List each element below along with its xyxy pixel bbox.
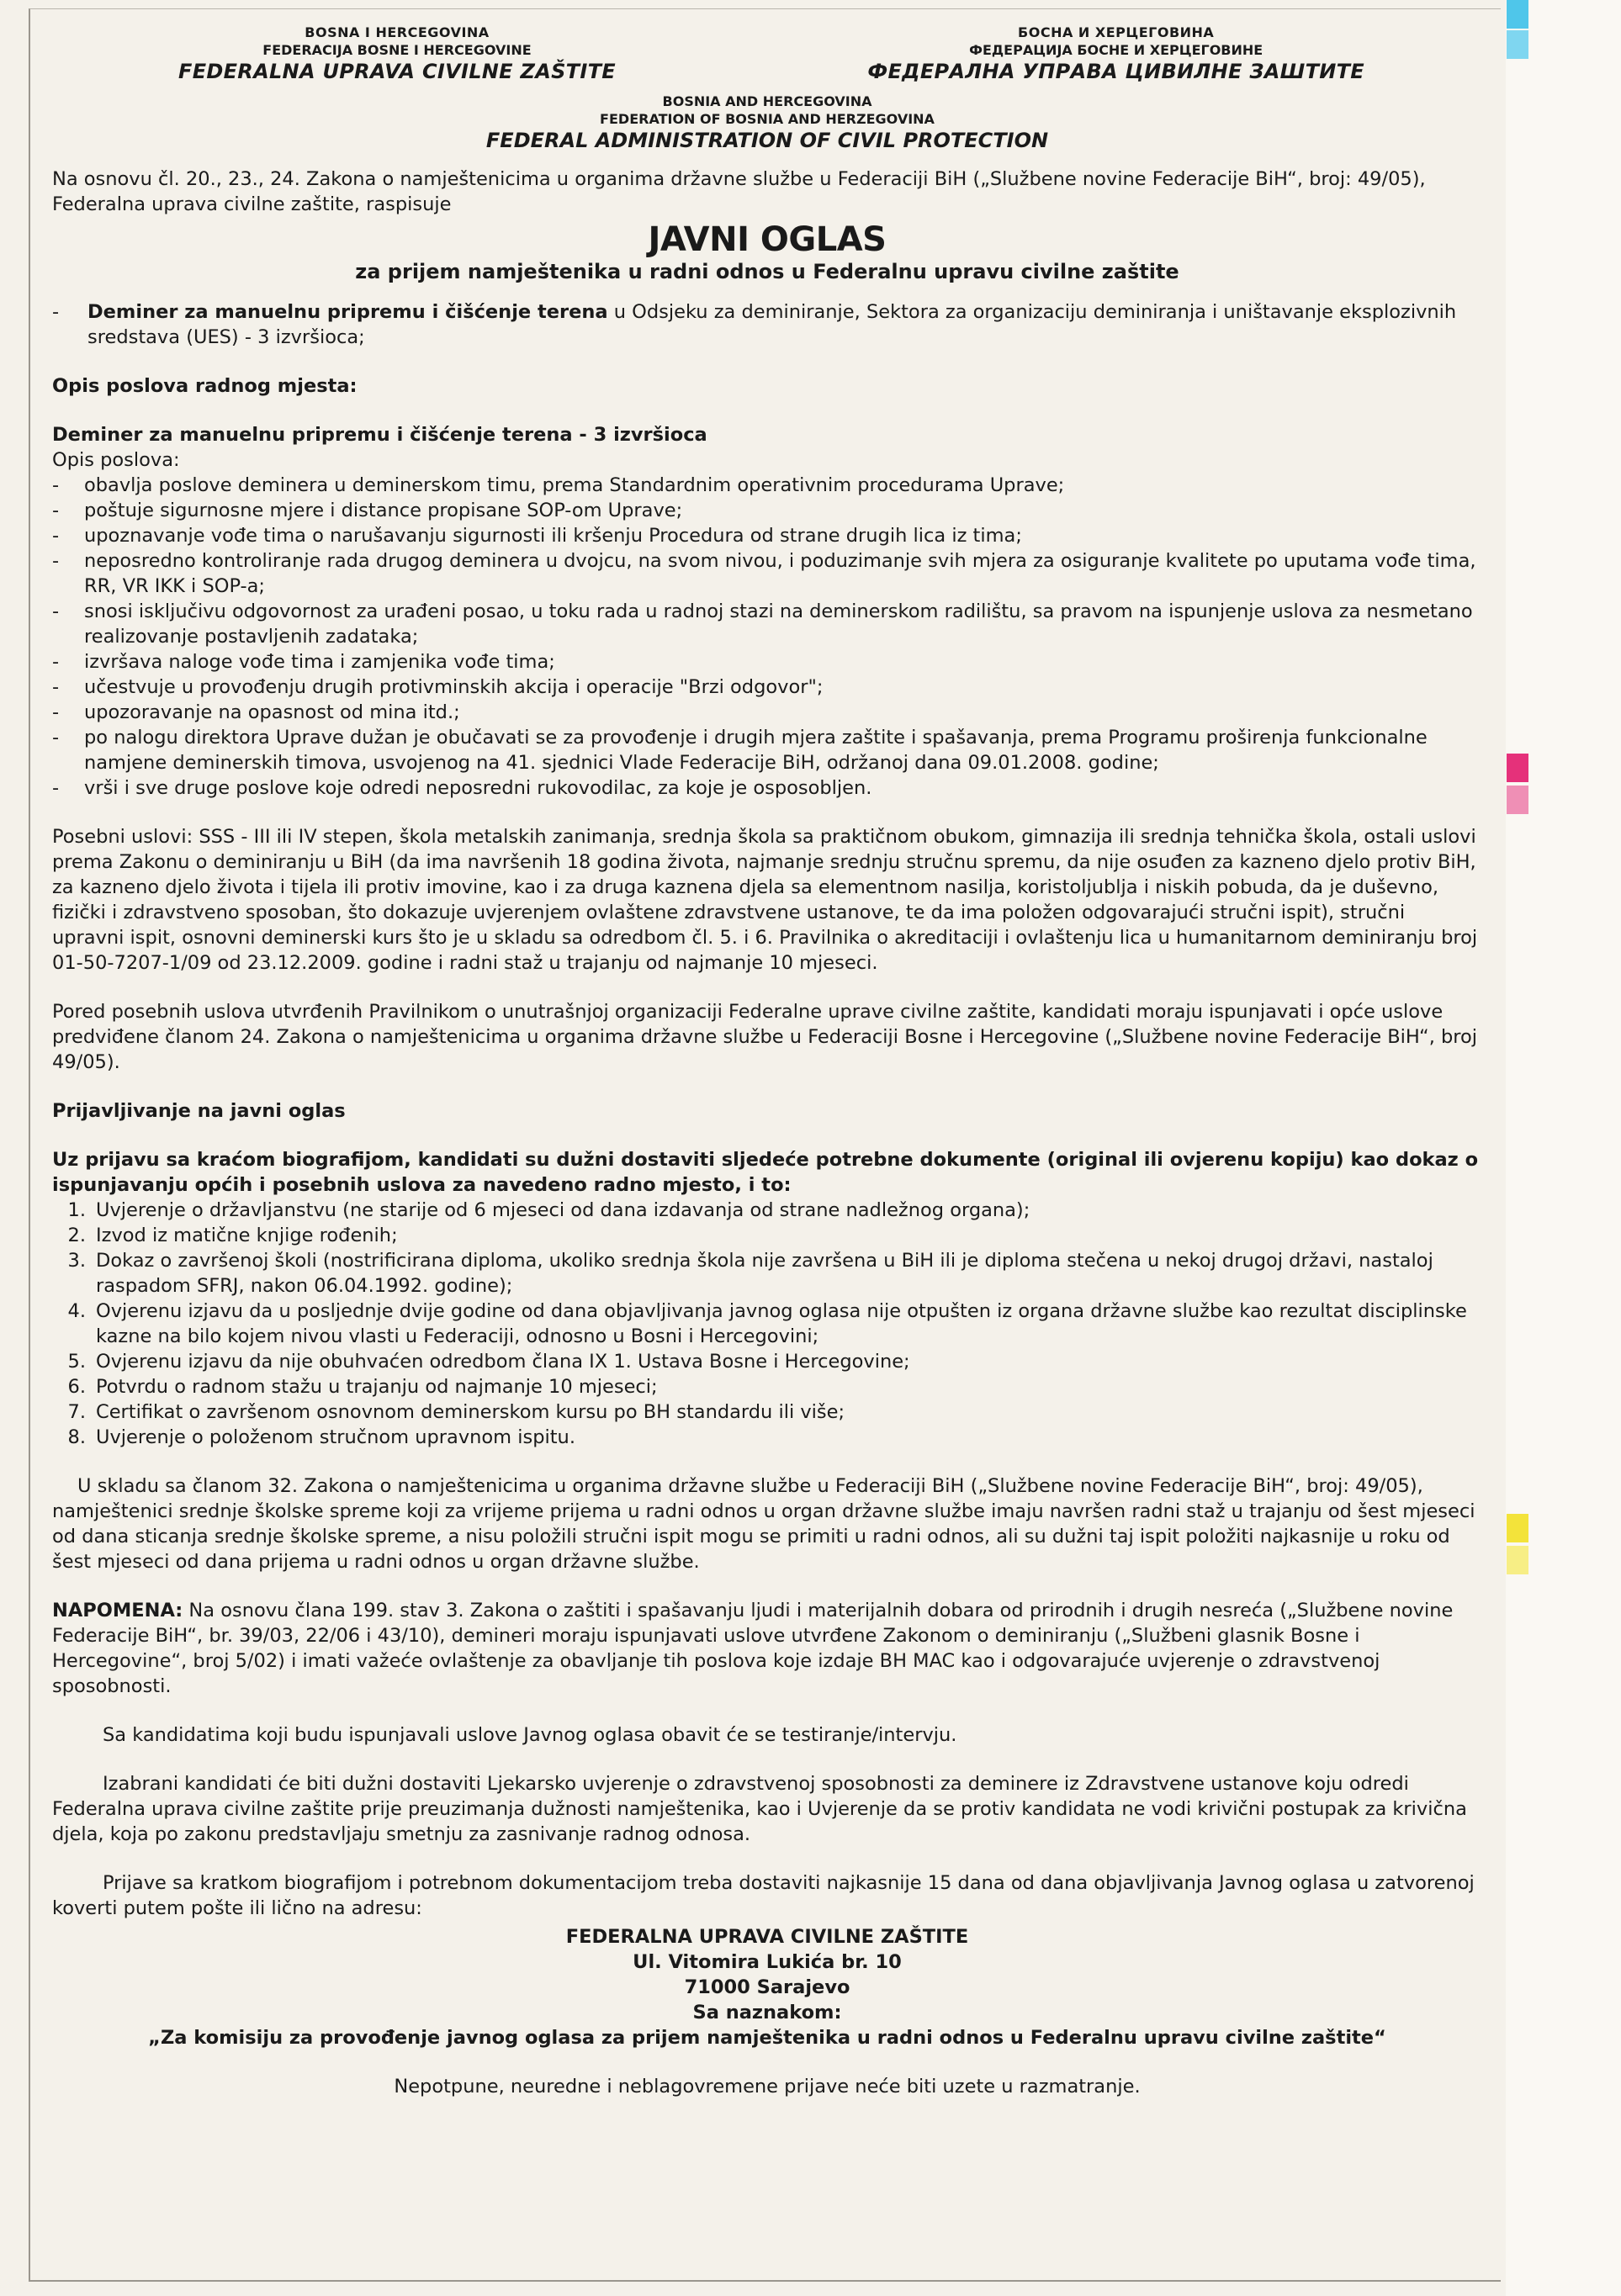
note-label: NAPOMENA: — [52, 1600, 183, 1621]
notice-title: JAVNI OGLAS — [648, 220, 887, 259]
color-swatch-yellow — [1507, 1514, 1528, 1542]
note-paragraph — [52, 1598, 1482, 1699]
color-swatch-yellow-light — [1507, 1546, 1528, 1574]
position-dash: - — [52, 301, 60, 323]
duties-position: Deminer za manuelnu pripremu i čišćenje terena - 3 izvršioca — [52, 424, 707, 446]
address-agency: FEDERALNA UPRAVA CIVILNE ZAŠTITE — [565, 1926, 969, 1948]
letterhead-cyrillic — [867, 24, 1364, 84]
footer-note: Nepotpune, neuredne i neblagovremene prijave neće biti uzete u razmatranje. — [394, 2076, 1141, 2098]
testing-paragraph: Sa kandidatima koji budu ispunjavali uslove Javnog oglasa obavit će se testiranje/intervju. — [103, 1724, 957, 1746]
address-street: Ul. Vitomira Lukića br. 10 — [633, 1951, 902, 1973]
federation-cyrillic: ФЕДЕРАЦИЈА БОСНЕ И ХЕРЦЕГОВИНЕ — [969, 42, 1263, 58]
color-swatch-cyan-light — [1507, 30, 1528, 59]
list-item: 3. Dokaz o završenoj školi (nostrificirana diploma, ukoliko srednja škola nije završena u BiH ili je diploma stečena u nekoj drugoj državi, nastaloj raspadom SFRJ, nakon 06.04.1992. godine); — [67, 1250, 1433, 1297]
margin-strip — [1506, 0, 1621, 2296]
list-item: 7. Certifikat o završenom osnovnom deminerskom kursu po BH standardu ili više; — [67, 1401, 845, 1423]
position-details: u Odsjeku za deminiranje, Sektora za organizaciju deminiranja i uništavanje eksplozivnih sredstava (UES) - 3 izvršioca; — [87, 301, 1457, 348]
list-item: - izvršava naloge vođe tima i zamjenika vođe tima; — [52, 651, 555, 673]
duties-list — [52, 473, 1482, 801]
address-note: „Za komisiju za provođenje javnog oglasa za prijem namještenika u radni odnos u Federalnu upravu civilne zaštite“ — [148, 2027, 1386, 2049]
country-english: BOSNIA AND HERCEGOVINA — [662, 93, 872, 109]
address-city: 71000 Sarajevo — [684, 1976, 850, 1998]
list-item: - poštuje sigurnosne mjere i distance propisane SOP-om Uprave; — [52, 500, 683, 521]
general-conditions: Pored posebnih uslova utvrđenih Pravilnikom o unutrašnjoj organizaciji Federalne uprave civilne zaštite, kandidati moraju ispunjavati i opće uslove predviđene članom 24. Zakona o namještenicima u organima državne službe u Federaciji Bosne i Hercegovine („Službene novine Federacije BiH“, broj 49/05). — [52, 1001, 1478, 1073]
color-swatch-magenta — [1507, 754, 1528, 782]
letterhead-english — [52, 93, 1482, 153]
list-item: 4. Ovjerenu izjavu da u posljednje dvije godine od dana objavljivanja javnog oglasa nije otpušten iz organa državne službe kao rezultat disciplinske kazne na bilo kojem nivou vlasti u Federaciji, odnosno u Bosni i Hercegovini; — [67, 1300, 1467, 1347]
documents-list — [52, 1198, 1482, 1450]
notice-document — [52, 24, 1482, 2099]
list-item: - snosi isključivu odgovornost za urađeni posao, u toku rada u radnoj stazi na deminerskom radilištu, sa pravom na ispunjenje uslova za nesmetano realizovanje postavljenih zadataka; — [52, 600, 1473, 648]
submission-address — [52, 1924, 1482, 2050]
list-item: - upoznavanje vođe tima o narušavanju sigurnosti ili kršenju Procedura od strane drugih lica iz tima; — [52, 525, 1022, 547]
agency-english: FEDERAL ADMINISTRATION OF CIVIL PROTECTION — [485, 129, 1049, 152]
list-item: - obavlja poslove deminera u deminerskom timu, prema Standardnim operativnim procedurama Uprave; — [52, 474, 1065, 496]
list-item: 1. Uvjerenje o državljanstvu (ne starije od 6 mjeseci od dana izdavanja od strane nadležnog organa); — [67, 1199, 1030, 1221]
notice-subtitle: za prijem namještenika u radni odnos u Federalnu upravu civilne zaštite — [355, 260, 1179, 283]
federation-latin: FEDERACIJA BOSNE I HERCEGOVINE — [262, 42, 532, 58]
list-item: - vrši i sve druge poslove koje odredi neposredni rukovodilac, za koje je osposobljen. — [52, 777, 872, 799]
letterhead-latin — [178, 24, 616, 84]
list-item: 2. Izvod iz matične knjige rođenih; — [67, 1225, 398, 1246]
intro-paragraph: Na osnovu čl. 20., 23., 24. Zakona o namještenicima u organima državne službe u Federaciji BiH („Službene novine Federacije BiH“, broj: 49/05), Federalna uprava civilne zaštite, raspisuje — [52, 168, 1426, 215]
country-latin: BOSNA I HERCEGOVINA — [305, 24, 490, 40]
list-item: - po nalogu direktora Uprave dužan je obučavati se za provođenje i drugih mjera zaštite i spašavanja, prema Programu proširenja funkcionalne namjene deminerskih timova, usvojenog na 41. sjednici Vlade Federacije BiH, održanoj dana 09.01.2008. godine; — [52, 727, 1428, 774]
color-swatch-cyan — [1507, 0, 1528, 29]
federation-english: FEDERATION OF BOSNIA AND HERZEGOVINA — [600, 111, 935, 127]
duties-label: Opis poslova: — [52, 449, 180, 471]
position-name: Deminer za manuelnu pripremu i čišćenje terena — [87, 301, 608, 323]
list-item: 6. Potvrdu o radnom stažu u trajanju od najmanje 10 mjeseci; — [67, 1376, 658, 1398]
note-text: Na osnovu člana 199. stav 3. Zakona o zaštiti i spašavanju ljudi i materijalnih dobara od prirodnih i drugih nesreća („Službene novine Federacije BiH“, br. 39/03, 22/06 i 43/10), demineri moraju ispunjavati uslove utvrđene Zakonom o deminiranju („Službeni glasnik Bosne i Hercegovine“, broj 5/02) i imati važeće ovlaštenje za obavljanje tih poslova koje izdaje BH MAC kao i odgovarajuće uvjerenje o zdravstvenoj sposobnosti. — [52, 1600, 1454, 1697]
list-item: - učestvuje u provođenju drugih protivminskih akcija i operacije "Brzi odgovor"; — [52, 676, 824, 698]
color-swatch-magenta-light — [1507, 786, 1528, 814]
position-item — [52, 299, 1482, 350]
list-item: - neposredno kontroliranje rada drugog deminera u dvojcu, na svom nivou, i poduzimanje svih mjera za osiguranje kvalitete po uputama vođe tima, RR, VR IKK i SOP-a; — [52, 550, 1476, 597]
address-label: Sa naznakom: — [692, 2002, 842, 2024]
duties-heading: Opis poslova radnog mjesta: — [52, 375, 358, 397]
article-32-paragraph: U skladu sa članom 32. Zakona o namještenicima u organima državne službe u Federaciji BiH („Službene novine Federacije BiH“, broj: 49/05), namještenici srednje školske spreme koji za vrijeme prijema u radni odnos u organ državne službe imaju navršen radni staž u trajanju od šest mjeseci od dana sticanja srednje školske spreme, a nisu položili stručni ispit mogu se primiti u radni odnos, ali su dužni taj ispit položiti najkasnije u roku od šest mjeseci od dana prijema u radni odnos u organ državne službe. — [52, 1475, 1475, 1573]
agency-latin: FEDERALNA UPRAVA CIVILNE ZAŠTITE — [178, 60, 616, 83]
list-item: 8. Uvjerenje o položenom stručnom upravnom ispitu. — [67, 1426, 575, 1448]
special-conditions: Posebni uslovi: SSS - III ili IV stepen, škola metalskih zanimanja, srednja škola sa praktičnom obukom, gimnazija ili srednja tehnička škola, ostali uslovi prema Zakonu o deminiranju u BiH (da ima navršenih 18 godina života, najmanje srednju stručnu spremu, da nije osuđen za kazneno djelo protiv BiH, za kazneno djelo života i tijela ili protiv imovine, kao i za druga kaznena djela sa elementnom nasilja, koristoljublja i niskih pobuda, da je duševno, fizički i zdravstveno sposoban, što dokazuje uvjerenjem ovlaštene zdravstvene ustanove, te da ima položen odgovarajući stručni ispit), stručni upravni ispit, osnovni deminerski kurs što je u skladu sa odredbom čl. 5. i 6. Pravilnika o akreditaciji i ovlaštenju lica u humanitarnom deminiranju broj 01-50-7207-1/09 od 23.12.2009. godine i radni staž u trajanju od najmanje 10 mjeseci. — [52, 826, 1478, 974]
documents-intro: Uz prijavu sa kraćom biografijom, kandidati su dužni dostaviti sljedeće potrebne dokumente (original ili ovjerenu kopiju) kao dokaz o ispunjavanju općih i posebnih uslova za navedeno radno mjesto, i to: — [52, 1149, 1479, 1196]
list-item: - upozoravanje na opasnost od mina itd.; — [52, 701, 460, 723]
list-item: 5. Ovjerenu izjavu da nije obuhvaćen odredbom člana IX 1. Ustava Bosne i Hercegovine; — [67, 1351, 910, 1373]
country-cyrillic: БОСНА И ХЕРЦЕГОВИНА — [1018, 24, 1215, 40]
letterhead — [52, 24, 1482, 84]
selected-candidates-paragraph: Izabrani kandidati će biti dužni dostaviti Ljekarsko uvjerenje o zdravstvenoj sposobnosti za deminere iz Zdravstvene ustanove koju odredi Federalna uprava civilne zaštite prije preuzimanja dužnosti namještenika, kao i Uvjerenje da se protiv kandidata ne vodi krivični postupak za krivična djela, koja po zakonu predstavljaju smetnju za zasnivanje radnog odnosa. — [52, 1773, 1467, 1845]
agency-cyrillic: ФЕДЕРАЛНА УПРАВА ЦИВИЛНЕ ЗАШТИТЕ — [867, 60, 1364, 83]
apply-heading: Prijavljivanje na javni oglas — [52, 1100, 346, 1122]
submission-paragraph: Prijave sa kratkom biografijom i potrebnom dokumentacijom treba dostaviti najkasnije 15 dana od dana objavljivanja Javnog oglasa u zatvorenoj koverti putem pošte ili lično na adresu: — [52, 1872, 1475, 1919]
